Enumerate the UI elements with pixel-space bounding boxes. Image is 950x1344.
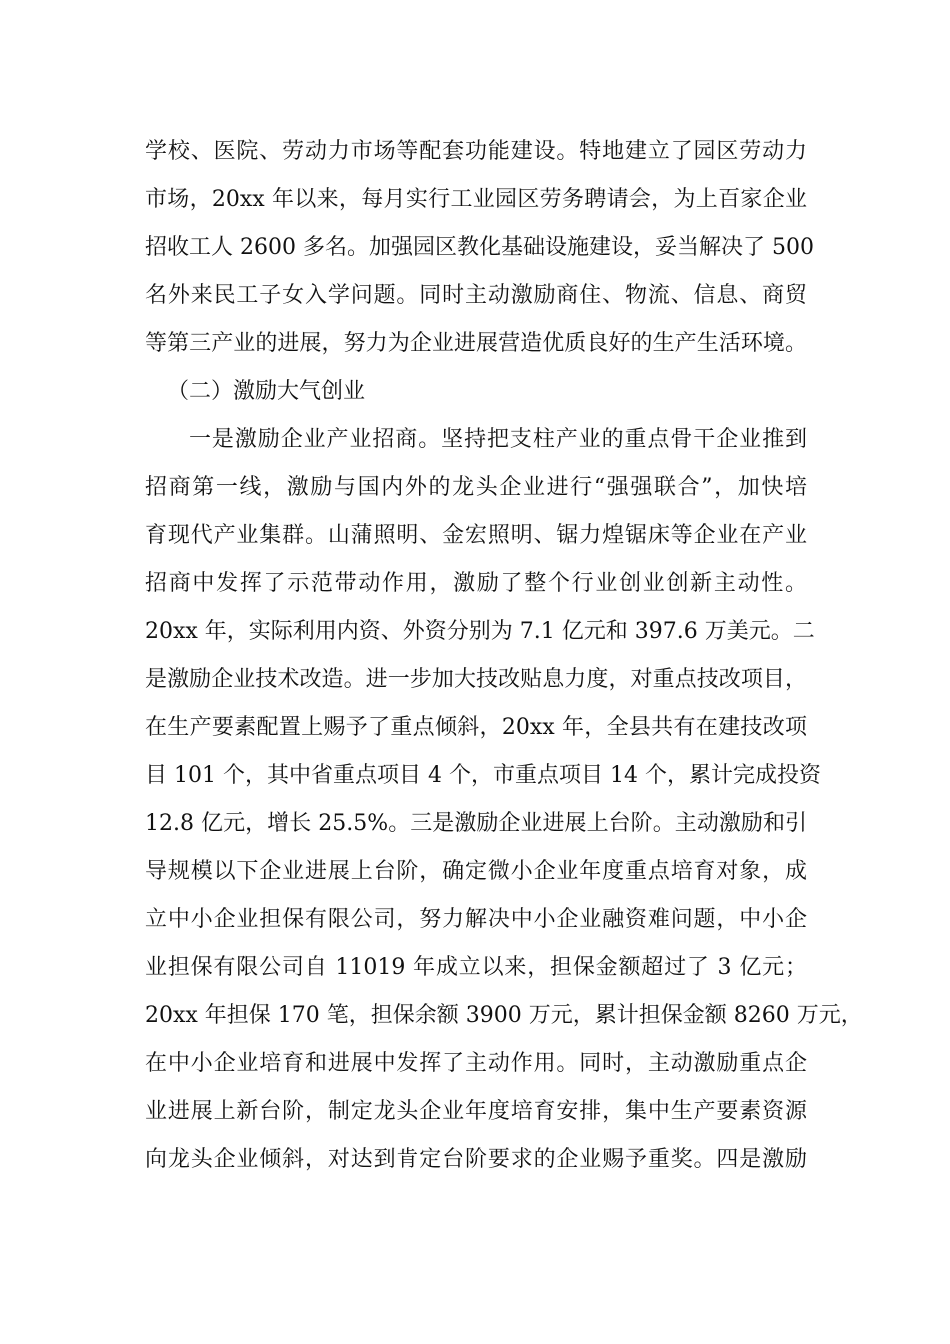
text-line: 在中小企业培育和进展中发挥了主动作用。同时，主动激励重点企 [145,1051,807,1076]
text-line: 在生产要素配置上赐予了重点倾斜，20xx 年，全县共有在建技改项 [145,715,807,740]
text-line: 招商中发挥了示范带动作用，激励了整个行业创业创新主动性。 [145,571,807,596]
text-line: 向龙头企业倾斜，对达到肯定台阶要求的企业赐予重奖。四是激励 [145,1147,807,1172]
text-line: 学校、医院、劳动力市场等配套功能建设。特地建立了园区劳动力 [145,139,807,164]
text-line: 市场，20xx 年以来，每月实行工业园区劳务聘请会，为上百家企业 [145,187,807,212]
text-line: 12.8 亿元，增长 25.5%。三是激励企业进展上台阶。主动激励和引 [145,811,807,836]
text-line: 业进展上新台阶，制定龙头企业年度培育安排，集中生产要素资源 [145,1099,807,1124]
text-line: 招收工人 2600 多名。加强园区教化基础设施建设，妥当解决了 500 [145,235,814,260]
document-body [145,128,863,1184]
paragraph-1 [145,128,814,368]
text-line: 导规模以下企业进展上台阶，确定微小企业年度重点培育对象，成 [145,859,807,884]
text-line: 等第三产业的进展，努力为企业进展营造优质良好的生产生活环境。 [145,331,807,356]
text-line: 名外来民工子女入学问题。同时主动激励商住、物流、信息、商贸 [145,283,807,308]
section-heading: （二）激励大气创业 [167,379,366,404]
text-line: 育现代产业集群。山蒲照明、金宏照明、锯力煌锯床等企业在产业 [145,523,807,548]
text-line: 目 101 个，其中省重点项目 4 个，市重点项目 14 个，累计完成投资 [145,763,821,788]
text-line: 招商第一线，激励与国内外的龙头企业进行“强强联合”，加快培 [145,475,807,500]
text-line: 20xx 年，实际利用内资、外资分别为 7.1 亿元和 397.6 万美元。二 [145,619,815,644]
text-line: 立中小企业担保有限公司，努力解决中小企业融资难问题，中小企 [145,907,807,932]
text-line: 一是激励企业产业招商。坚持把支柱产业的重点骨干企业推到 [189,427,807,452]
text-line: 20xx 年担保 170 笔，担保余额 3900 万元，累计担保金额 8260 万元， [145,1003,863,1028]
paragraph-2 [145,416,863,1184]
text-line: 是激励企业技术改造。进一步加大技改贴息力度，对重点技改项目， [145,667,807,692]
text-line: 业担保有限公司自 11019 年成立以来，担保金额超过了 3 亿元； [145,955,807,980]
